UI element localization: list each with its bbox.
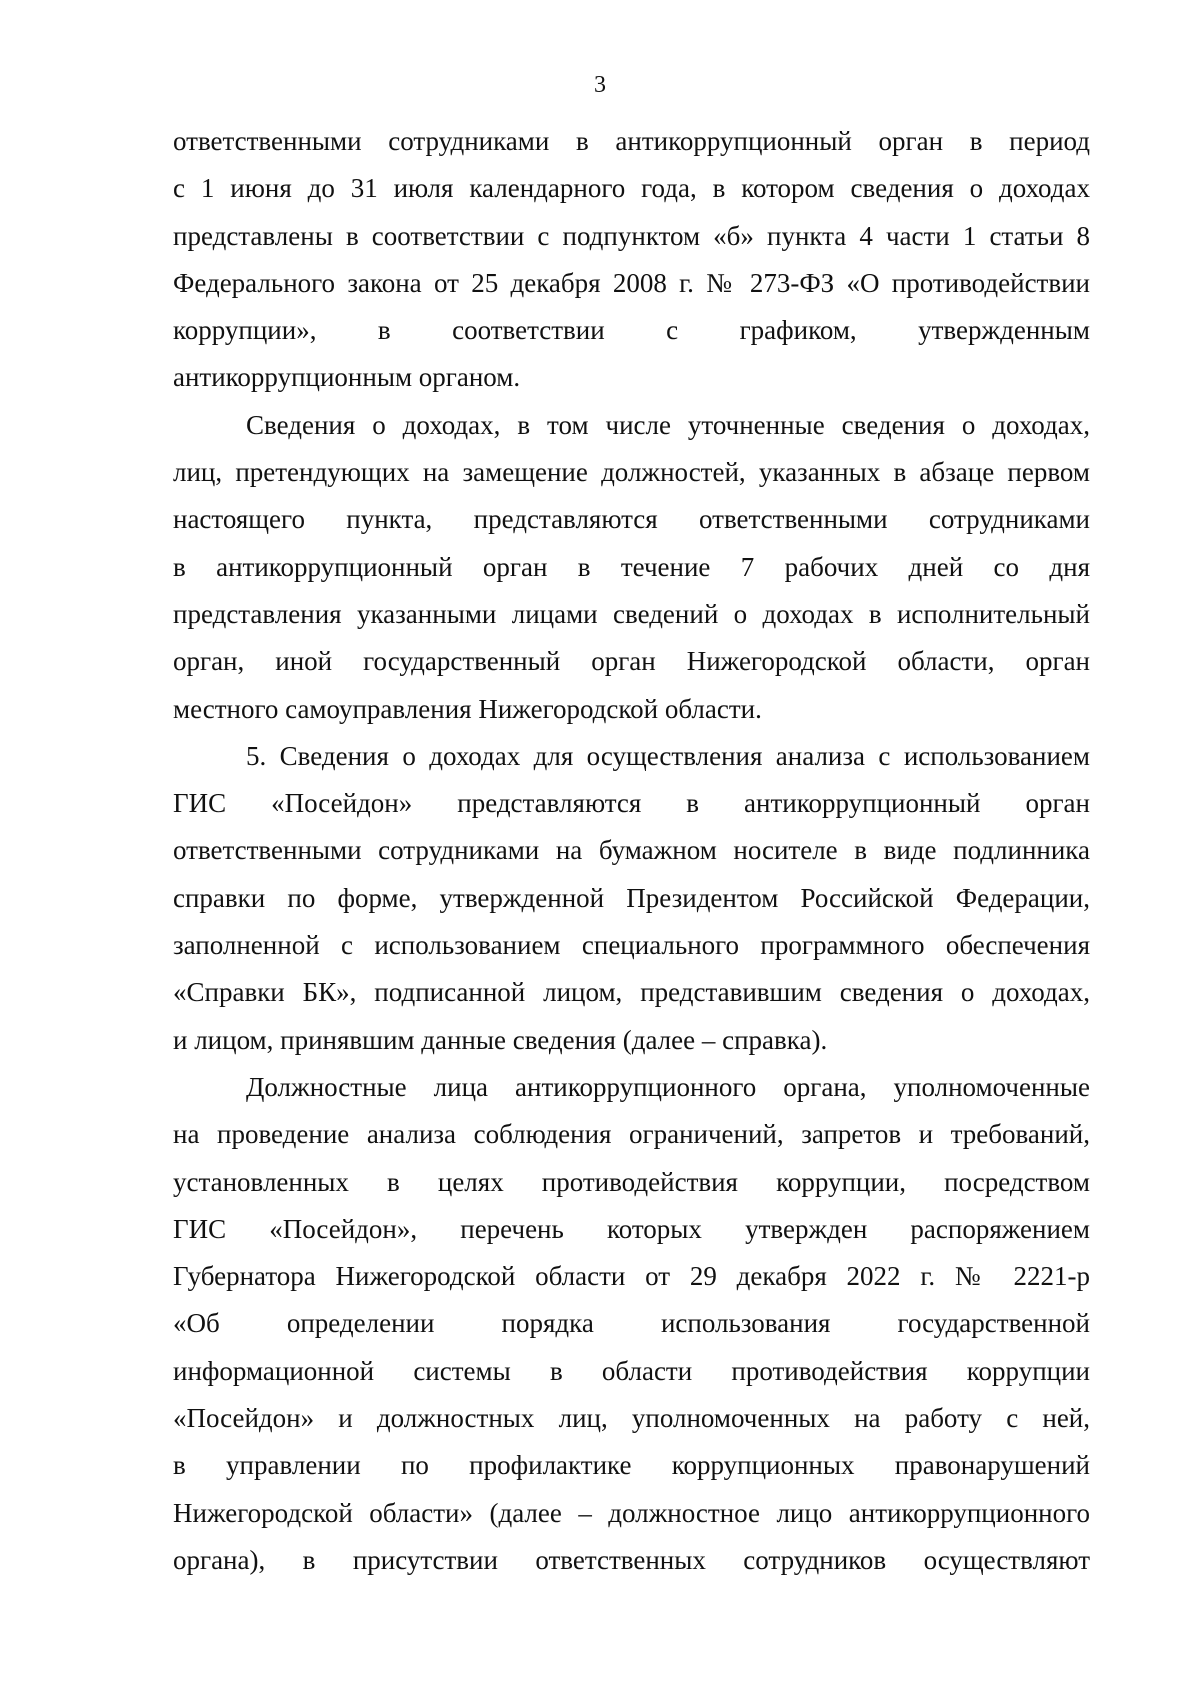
paragraph <box>173 733 1090 1064</box>
text-line: ответственными сотрудниками на бумажном носителе в виде подлинника <box>173 835 1090 866</box>
text-line: Должностные лица антикоррупционного органа, уполномоченные <box>246 1071 1090 1102</box>
text-line: «Справки БК», подписанной лицом, представившим сведения о доходах, <box>173 977 1090 1008</box>
text-line: в антикоррупционный орган в течение 7 рабочих дней со дня <box>173 551 1090 582</box>
text-line: в управлении по профилактике коррупционных правонарушений <box>173 1450 1090 1481</box>
text-line: ГИС «Посейдон», перечень которых утвержден распоряжением <box>173 1213 1090 1244</box>
text-line: с 1 июня до 31 июля календарного года, в котором сведения о доходах <box>173 173 1090 204</box>
text-line: лиц, претендующих на замещение должностей, указанных в абзаце первом <box>173 457 1090 488</box>
text-line: представлены в соответствии с подпунктом «б» пункта 4 части 1 статьи 8 <box>173 220 1090 251</box>
text-line: ГИС «Посейдон» представляются в антикоррупционный орган <box>173 788 1090 819</box>
text-line: на проведение анализа соблюдения ограничений, запретов и требований, <box>173 1119 1090 1150</box>
text-line: представления указанными лицами сведений о доходах в исполнительный <box>173 598 1090 629</box>
document-body <box>173 118 1090 1584</box>
paragraph <box>173 402 1090 733</box>
text-line: «Посейдон» и должностных лиц, уполномоченных на работу с ней, <box>173 1403 1090 1434</box>
text-line: местного самоуправления Нижегородской области. <box>173 693 762 724</box>
text-line: коррупции», в соответствии с графиком, утвержденным <box>173 315 1090 346</box>
text-line: 5. Сведения о доходах для осуществления анализа с использованием <box>246 740 1090 771</box>
page-number: 3 <box>594 72 606 98</box>
text-line: Сведения о доходах, в том числе уточненные сведения о доходах, <box>246 409 1090 440</box>
paragraph <box>173 118 1090 402</box>
text-line: заполненной с использованием специального программного обеспечения <box>173 930 1090 961</box>
text-line: настоящего пункта, представляются ответственными сотрудниками <box>173 504 1090 535</box>
text-line: установленных в целях противодействия коррупции, посредством <box>173 1166 1090 1197</box>
text-line: Губернатора Нижегородской области от 29 декабря 2022 г. № 2221-р <box>173 1261 1090 1292</box>
paragraph <box>173 1064 1090 1584</box>
text-line: ответственными сотрудниками в антикоррупционный орган в период <box>173 126 1090 156</box>
text-line: Нижегородской области» (далее – должностное лицо антикоррупционного <box>173 1497 1090 1528</box>
text-line: и лицом, принявшим данные сведения (далее – справка). <box>173 1024 828 1055</box>
text-line: информационной системы в области противодействия коррупции <box>173 1355 1090 1386</box>
text-line: орган, иной государственный орган Нижегородской области, орган <box>173 646 1090 677</box>
text-line: Федерального закона от 25 декабря 2008 г. № 273-ФЗ «О противодействии <box>173 267 1090 298</box>
text-line: «Об определении порядка использования государственной <box>173 1308 1090 1339</box>
text-line: справки по форме, утвержденной Президентом Российской Федерации, <box>173 882 1090 913</box>
text-line: антикоррупционным органом. <box>173 362 521 393</box>
text-line: органа), в присутствии ответственных сотрудников осуществляют <box>173 1544 1090 1575</box>
